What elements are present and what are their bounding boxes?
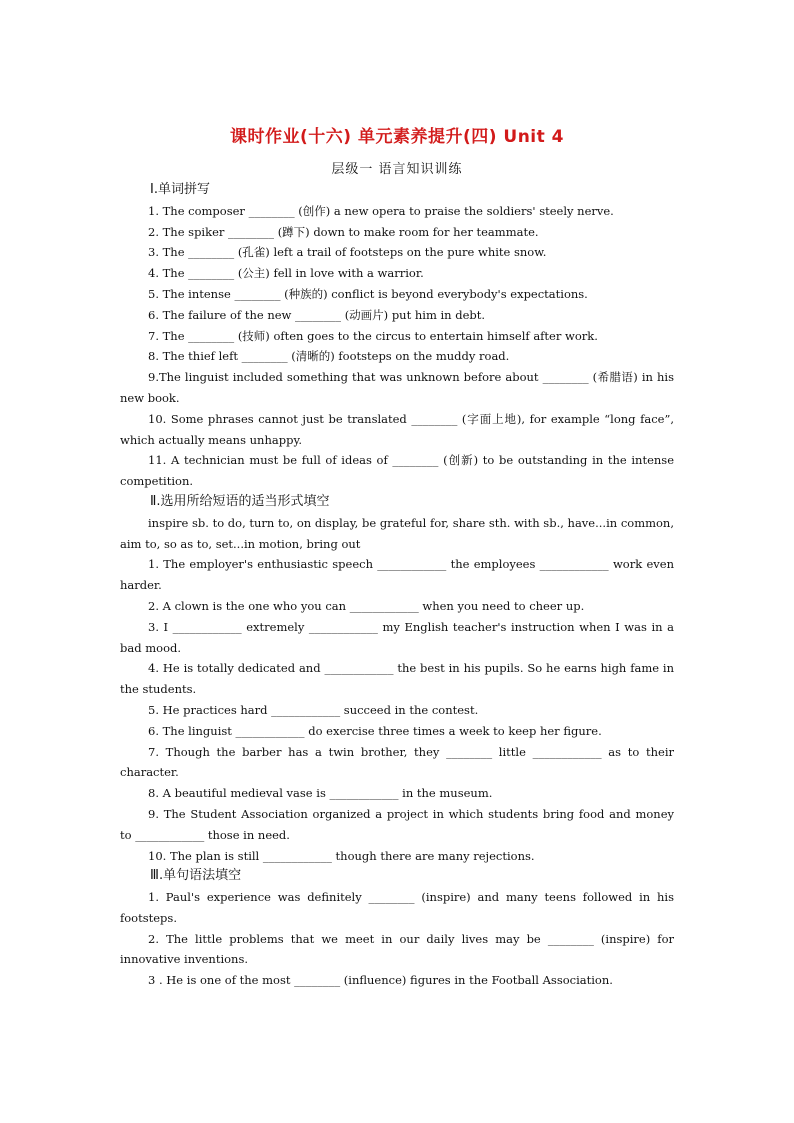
s2-item-7: 7. Though the barber has a twin brother, they ________ little ____________ as to their character.	[120, 744, 674, 780]
section-2-heading: Ⅱ.选用所给短语的适当形式填空	[150, 493, 330, 509]
s2-item-10: 10. The plan is still ____________ though there are many rejections.	[148, 848, 535, 863]
section-1-heading: Ⅰ.单词拼写	[150, 182, 210, 197]
s1-item-2: 2. The spiker ________ (蹲下) down to make room for her teammate.	[148, 224, 539, 239]
section-3-heading: Ⅲ.单句语法填空	[150, 868, 242, 884]
s1-item-8: 8. The thief left ________ (清晰的) footsteps on the muddy road.	[148, 349, 510, 364]
s2-item-4: 4. He is totally dedicated and ____________ the best in his pupils. So he earns high fame in the students.	[120, 661, 674, 697]
page-title: 课时作业(十六) 单元素养提升(四) Unit 4	[229, 127, 565, 147]
s3-item-1: 1. Paul's experience was definitely ________ (inspire) and many teens followed in his footsteps.	[120, 890, 674, 925]
s1-item-11: 11. A technician must be full of ideas of ________ (创新) to be outstanding in the intense competition.	[120, 453, 674, 489]
s1-item-1: 1. The composer ________ (创作) a new opera to praise the soldiers' steely nerve.	[148, 203, 614, 218]
exercise-body	[120, 180, 674, 991]
s1-item-4: 4. The ________ (公主) fell in love with a warrior.	[148, 266, 424, 281]
s2-item-1: 1. The employer's enthusiastic speech ____________ the employees ____________ work even harder.	[120, 557, 674, 593]
s2-item-9: 9. The Student Association organized a project in which students bring food and money to ____________ those in need.	[120, 806, 674, 842]
s1-item-7: 7. The ________ (技师) often goes to the circus to entertain himself after work.	[148, 328, 598, 343]
s1-item-3: 3. The ________ (孔雀) left a trail of footsteps on the pure white snow.	[148, 245, 547, 260]
s3-item-3: 3 . He is one of the most ________ (influence) figures in the Football Association.	[148, 973, 613, 988]
s2-item-2: 2. A clown is the one who you can ____________ when you need to cheer up.	[148, 598, 585, 613]
s1-item-10: 10. Some phrases cannot just be translated ________ (字面上地), for example “long face”, which actually means unhappy.	[120, 411, 674, 447]
s1-item-9: 9.The linguist included something that was unknown before about ________ (希腊语) in his new book.	[120, 370, 674, 405]
level-heading: 层级一 语言知识训练	[331, 162, 463, 177]
s2-item-3: 3. I ____________ extremely ____________ my English teacher's instruction when I was in a bad mood.	[120, 619, 674, 655]
s1-item-5: 5. The intense ________ (种族的) conflict is beyond everybody's expectations.	[148, 286, 588, 301]
s1-item-6: 6. The failure of the new ________ (动画片) put him in debt.	[148, 307, 486, 322]
s2-item-5: 5. He practices hard ____________ succeed in the contest.	[148, 702, 479, 717]
s3-item-2: 2. The little problems that we meet in our daily lives may be ________ (inspire) for innovative inventions.	[120, 931, 674, 967]
s2-item-8: 8. A beautiful medieval vase is ____________ in the museum.	[148, 786, 493, 801]
s2-item-6: 6. The linguist ____________ do exercise three times a week to keep her figure.	[148, 723, 602, 738]
phrase-bank: inspire sb. to do, turn to, on display, be grateful for, share sth. with sb., have...in common, aim to, so as to, set...in motion, bring out	[120, 515, 674, 551]
